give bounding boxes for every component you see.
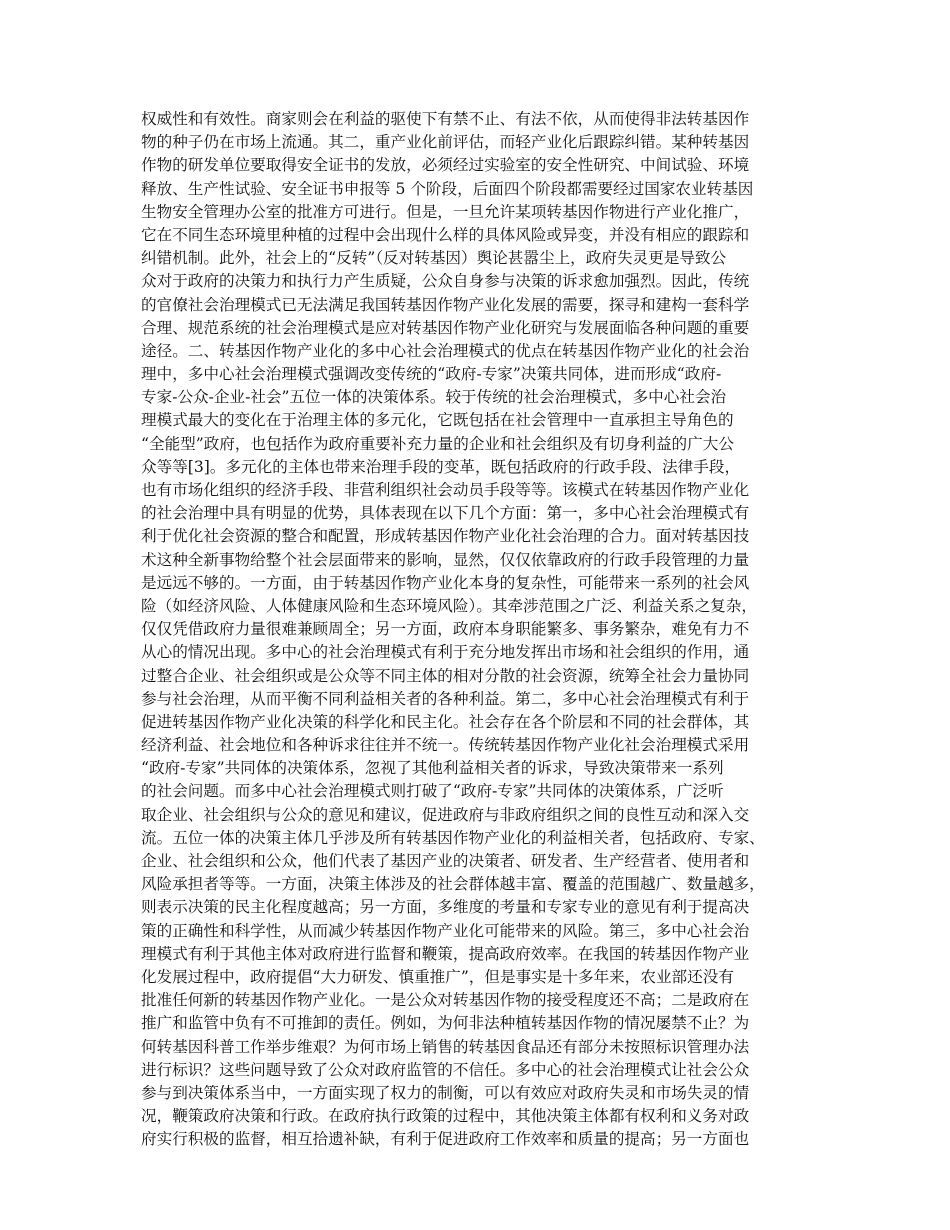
text-line: 仅仅凭借政府力量很难兼顾周全；另一方面，政府本身职能繁多、事务繁杂，难免有力不 [141,620,750,639]
text-line: “政府-专家”共同体的决策体系，忽视了其他利益相关者的诉求，导致决策带来一系列 [141,759,724,778]
text-line: 企业、社会组织和公众，他们代表了基因产业的决策者、研发者、生产经营者、使用者和 [141,852,750,870]
text-line: 批准任何新的转基因作物产业化。一是公众对转基因作物的接受程度还不高；二是政府在 [141,991,750,1010]
text-line: 众对于政府的决策力和执行力产生质疑，公众自身参与决策的诉求愈加强烈。因此，传统 [141,272,750,291]
text-line: 专家-公众-企业-社会”五位一体的决策体系。较于传统的社会治理模式，多中心社会治 [141,388,727,407]
text-line: 府实行积极的监督，相互拾遗补缺，有利于促进政府工作效率和质量的提高；另一方面也 [141,1130,750,1149]
text-line: 作物的研发单位要取得安全证书的发放，必须经过实验室的安全性研究、中间试验、环境 [141,156,750,175]
text-line: 是远远不够的。一方面，由于转基因作物产业化本身的复杂性，可能带来一系列的社会风 [141,573,750,592]
text-line: 途径。二、转基因作物产业化的多中心社会治理模式的优点在转基因作物产业化的社会治 [141,341,750,360]
text-line: 众等等[3]。多元化的主体也带来治理手段的变革，既包括政府的行政手段、法律手段， [141,457,741,476]
text-line: 则表示决策的民主化程度越高；另一方面，多维度的考量和专家专业的意见有利于提高决 [141,898,750,917]
body-text [141,108,821,1151]
text-line: 术这种全新事物给整个社会层面带来的影响，显然，仅仅依靠政府的行政手段管理的力量 [141,550,750,569]
text-line: 理模式最大的变化在于治理主体的多元化，它既包括在社会管理中一直承担主导角色的 [141,411,734,430]
text-line: 取企业、社会组织与公众的意见和建议，促进政府与非政府组织之间的良性互动和深入交 [141,805,750,824]
text-line: 险（如经济风险、人体健康风险和生态环境风险）。其牵涉范围之广泛、利益关系之复杂， [141,596,757,615]
text-line: 也有市场化组织的经济手段、非营利组织社会动员手段等等。该模式在转基因作物产业化 [141,481,750,499]
text-line: 风险承担者等等。一方面，决策主体涉及的社会群体越丰富、覆盖的范围越广、数量越多， [141,875,765,894]
text-line: 进行标识？这些问题导致了公众对政府监管的不信任。多中心的社会治理模式让社会公众 [141,1060,750,1079]
text-line: 促进转基因作物产业化决策的科学化和民主化。社会存在各个阶层和不同的社会群体，其 [141,712,750,731]
text-line: 化发展过程中，政府提倡“大力研发、慎重推广”，但是事实是十多年来，农业部还没有 [141,967,734,986]
text-line: 合理、规范系统的社会治理模式是应对转基因作物产业化研究与发展面临各种问题的重要 [141,318,750,337]
text-line: 纠错机制。此外，社会上的“反转”（反对转基因）舆论甚嚣尘上，政府失灵更是导致公 [141,249,727,268]
text-line: 利于优化社会资源的整合和配置，形成转基因作物产业化社会治理的合力。面对转基因技 [141,527,750,546]
text-line: 参与到决策体系当中，一方面实现了权力的制衡，可以有效应对政府失灵和市场失灵的情 [141,1083,750,1102]
text-line: 过整合企业、社会组织或是公众等不同主体的相对分散的社会资源，统筹全社会力量协同 [141,666,750,685]
text-line: 策的正确性和科学性，从而减少转基因作物产业化可能带来的风险。第三，多中心社会治 [141,921,750,940]
text-line: 物的种子仍在市场上流通。其二，重产业化前评估，而轻产业化后跟踪纠错。某种转基因 [141,133,750,152]
text-line: 理中，多中心社会治理模式强调改变传统的“政府-专家”决策共同体，进而形成“政府- [141,365,722,384]
text-line: 流。五位一体的决策主体几乎涉及所有转基因作物产业化的利益相关者，包括政府、专家、 [141,828,765,847]
text-line: 它在不同生态环境里种植的过程中会出现什么样的具体风险或异变，并没有相应的跟踪和 [141,225,750,244]
text-line: 何转基因科普工作举步维艰？为何市场上销售的转基因食品还有部分未按照标识管理办法 [141,1037,750,1056]
text-line: 推广和监管中负有不可推卸的责任。例如，为何非法种植转基因作物的情况屡禁不止？为 [141,1014,750,1033]
text-line: 权威性和有效性。商家则会在利益的驱使下有禁不止、有法不依，从而使得非法转基因作 [141,110,750,128]
text-line: 生物安全管理办公室的批准方可进行。但是，一旦允许某项转基因作物进行产业化推广， [141,202,750,221]
text-line: 况，鞭策政府决策和行政。在政府执行政策的过程中，其他决策主体都有权利和义务对政 [141,1107,750,1126]
text-line: 经济利益、社会地位和各种诉求往往并不统一。传统转基因作物产业化社会治理模式采用 [141,736,750,755]
text-line: 从心的情况出现。多中心的社会治理模式有利于充分地发挥出市场和社会组织的作用，通 [141,643,750,662]
text-line: 的官僚社会治理模式已无法满足我国转基因作物产业化发展的需要，探寻和建构一套科学 [141,295,750,314]
text-line: 参与社会治理，从而平衡不同利益相关者的各种利益。第二，多中心社会治理模式有利于 [141,689,750,708]
text-line: 释放、生产性试验、安全证书申报等 5 个阶段，后面四个阶段都需要经过国家农业转基因 [141,179,754,198]
text-line: 的社会问题。而多中心社会治理模式则打破了“政府-专家”共同体的决策体系，广泛听 [141,782,724,801]
text-line: 理模式有利于其他主体对政府进行监督和鞭策，提高政府效率。在我国的转基因作物产业 [141,944,750,963]
text-line: “全能型”政府，也包括作为政府重要补充力量的企业和社会组织及有切身利益的广大公 [141,434,734,453]
text-line: 的社会治理中具有明显的优势，具体表现在以下几个方面：第一，多中心社会治理模式有 [141,504,750,523]
